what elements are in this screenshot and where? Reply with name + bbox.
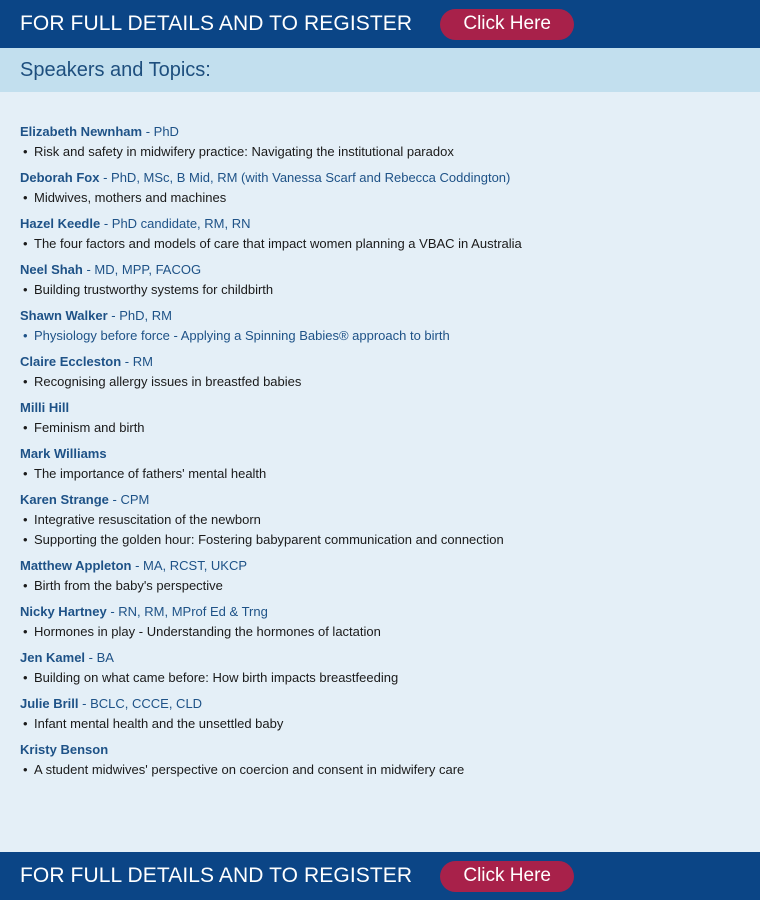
speaker-list — [0, 92, 760, 852]
speaker-name: Mark Williams — [20, 446, 107, 461]
register-banner-text: FOR FULL DETAILS AND TO REGISTER — [20, 12, 413, 35]
speaker-name: Julie Brill — [20, 696, 79, 711]
bullet-icon: • — [23, 236, 28, 251]
topic-title: Risk and safety in midwifery practice: Navigating the institutional paradox — [34, 144, 454, 159]
topic-item — [20, 668, 740, 688]
speaker-heading — [20, 352, 740, 372]
speaker-heading — [20, 260, 740, 280]
topic-list — [20, 188, 740, 208]
speaker-heading — [20, 444, 740, 464]
bullet-icon: • — [23, 762, 28, 777]
speaker-heading — [20, 556, 740, 576]
topic-item — [20, 510, 740, 530]
topic-title: Building trustworthy systems for childbirth — [34, 282, 274, 297]
bullet-icon: • — [23, 144, 28, 159]
topic-title: Midwives, mothers and machines — [34, 190, 227, 205]
speaker-heading — [20, 122, 740, 142]
bullet-icon: • — [23, 328, 28, 343]
speaker-heading — [20, 214, 740, 234]
speaker-entry — [20, 122, 740, 162]
bullet-icon: • — [23, 670, 28, 685]
topic-list — [20, 326, 740, 346]
speaker-credentials: - BCLC, CCCE, CLD — [82, 696, 203, 711]
topic-list — [20, 464, 740, 484]
topic-title: Building on what came before: How birth impacts breastfeeding — [34, 670, 399, 685]
speaker-credentials: - PhD, RM — [111, 308, 172, 323]
topic-list — [20, 576, 740, 596]
topic-item — [20, 622, 740, 642]
topic-title[interactable]: Physiology before force - Applying a Spinning Babies® approach to birth — [34, 328, 450, 343]
speaker-name: Jen Kamel — [20, 650, 86, 665]
speaker-name: Deborah Fox — [20, 170, 100, 185]
topic-list — [20, 622, 740, 642]
speaker-entry — [20, 260, 740, 300]
speaker-heading — [20, 398, 740, 418]
speaker-entry — [20, 740, 740, 780]
speaker-entry — [20, 352, 740, 392]
topic-item — [20, 234, 740, 254]
speaker-entry — [20, 556, 740, 596]
topic-item — [20, 188, 740, 208]
speaker-entry — [20, 214, 740, 254]
topic-item — [20, 530, 740, 550]
topic-title: A student midwives' perspective on coercion and consent in midwifery care — [34, 762, 465, 777]
speaker-name: Shawn Walker — [20, 308, 108, 323]
speaker-name: Milli Hill — [20, 400, 70, 415]
speaker-heading — [20, 648, 740, 668]
speaker-credentials: - RN, RM, MProf Ed & Trng — [110, 604, 268, 619]
speaker-heading — [20, 602, 740, 622]
bullet-icon: • — [23, 282, 28, 297]
speaker-name: Nicky Hartney — [20, 604, 107, 619]
topic-item — [20, 760, 740, 780]
bullet-icon: • — [23, 512, 28, 527]
speaker-name: Hazel Keedle — [20, 216, 101, 231]
speaker-name: Claire Eccleston — [20, 354, 122, 369]
click-here-button[interactable]: Click Here — [440, 9, 574, 40]
topic-list — [20, 280, 740, 300]
speaker-heading — [20, 694, 740, 714]
topic-title: Supporting the golden hour: Fostering babyparent communication and connection — [34, 532, 504, 547]
speaker-credentials: - RM — [124, 354, 153, 369]
speaker-heading — [20, 490, 740, 510]
speaker-name: Karen Strange — [20, 492, 109, 507]
speaker-name: Neel Shah — [20, 262, 83, 277]
speaker-credentials: - PhD candidate, RM, RN — [103, 216, 251, 231]
bullet-icon: • — [23, 716, 28, 731]
topic-item — [20, 142, 740, 162]
speaker-heading — [20, 740, 740, 760]
bullet-icon: • — [23, 374, 28, 389]
speaker-entry — [20, 398, 740, 438]
topic-list — [20, 510, 740, 550]
speaker-entry — [20, 602, 740, 642]
topic-title: The four factors and models of care that impact women planning a VBAC in Australia — [34, 236, 522, 251]
bullet-icon: • — [23, 420, 28, 435]
bottom-register-banner — [0, 852, 760, 900]
bullet-icon: • — [23, 578, 28, 593]
bullet-icon: • — [23, 532, 28, 547]
topic-item — [20, 372, 740, 392]
top-register-banner — [0, 0, 760, 48]
topic-list — [20, 418, 740, 438]
speaker-entry — [20, 648, 740, 688]
topic-item — [20, 714, 740, 734]
topic-title: Infant mental health and the unsettled baby — [34, 716, 284, 731]
speaker-entry — [20, 168, 740, 208]
topic-item[interactable] — [20, 326, 740, 346]
topic-title: Birth from the baby's perspective — [34, 578, 223, 593]
topic-title: Feminism and birth — [34, 420, 145, 435]
topic-title: Recognising allergy issues in breastfed babies — [34, 374, 302, 389]
topic-list — [20, 760, 740, 780]
speaker-name: Matthew Appleton — [20, 558, 132, 573]
topic-title: The importance of fathers' mental health — [34, 466, 267, 481]
speaker-entry — [20, 306, 740, 346]
topic-list — [20, 372, 740, 392]
topic-list — [20, 142, 740, 162]
topic-title: Integrative resuscitation of the newborn — [34, 512, 261, 527]
speaker-heading — [20, 168, 740, 188]
speaker-credentials: - MD, MPP, FACOG — [86, 262, 202, 277]
speaker-entry — [20, 444, 740, 484]
topic-item — [20, 418, 740, 438]
speaker-entry — [20, 490, 740, 550]
topic-title: Hormones in play - Understanding the hormones of lactation — [34, 624, 381, 639]
bullet-icon: • — [23, 190, 28, 205]
bullet-icon: • — [23, 466, 28, 481]
register-banner-text: FOR FULL DETAILS AND TO REGISTER — [20, 864, 413, 887]
speaker-credentials: - BA — [88, 650, 114, 665]
topic-item — [20, 464, 740, 484]
speaker-name: Elizabeth Newnham — [20, 124, 143, 139]
topic-list — [20, 668, 740, 688]
topic-item — [20, 280, 740, 300]
topic-item — [20, 576, 740, 596]
speaker-credentials: - CPM — [112, 492, 150, 507]
speaker-credentials: - PhD — [145, 124, 179, 139]
topic-list — [20, 234, 740, 254]
click-here-button[interactable]: Click Here — [440, 861, 574, 892]
speaker-credentials: - PhD, MSc, B Mid, RM (with Vanessa Scarf and Rebecca Coddington) — [103, 170, 511, 185]
speaker-credentials: - MA, RCST, UKCP — [135, 558, 248, 573]
speaker-heading — [20, 306, 740, 326]
speaker-entry — [20, 694, 740, 734]
speaker-name: Kristy Benson — [20, 742, 109, 757]
section-title: Speakers and Topics: — [0, 48, 760, 92]
bullet-icon: • — [23, 624, 28, 639]
topic-list — [20, 714, 740, 734]
